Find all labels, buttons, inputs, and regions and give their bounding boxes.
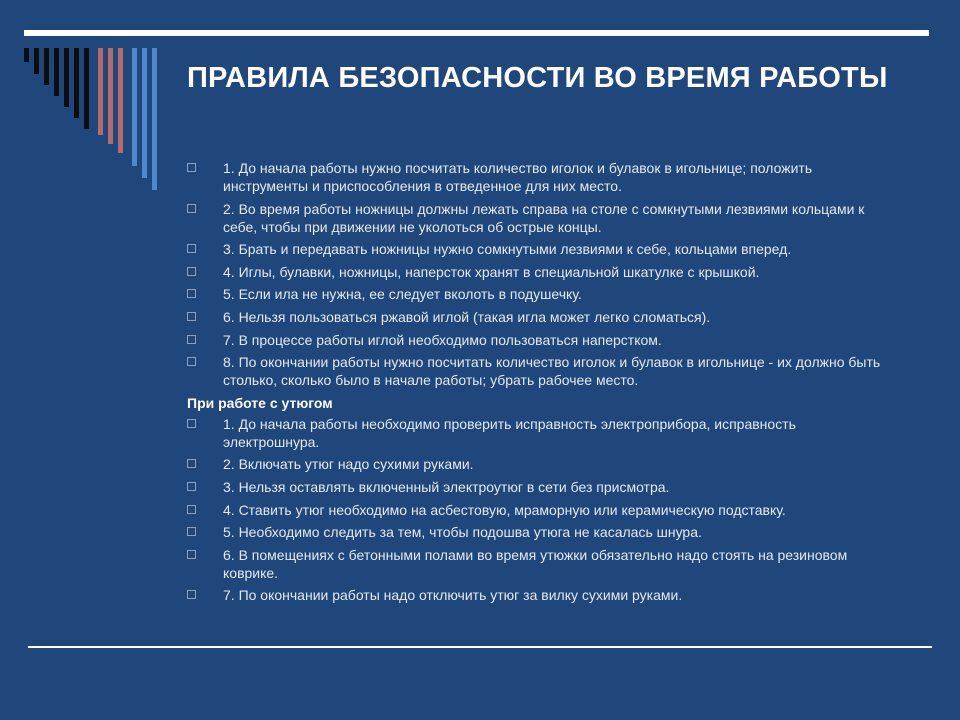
list-item-text: 4. Ставить утюг необходимо на асбестовую, мраморную или керамическую подставку.: [223, 501, 786, 518]
list-item: [187, 478, 887, 496]
square-bullet-icon: [187, 204, 196, 213]
square-bullet-icon: [187, 482, 196, 491]
stripe-black-6: [74, 48, 79, 118]
content-area: [187, 159, 887, 609]
list-item: [187, 200, 887, 236]
square-bullet-icon: [187, 163, 196, 172]
square-bullet-icon: [187, 289, 196, 298]
slide-title: ПРАВИЛА БЕЗОПАСНОСТИ ВО ВРЕМЯ РАБОТЫ: [187, 62, 888, 94]
square-bullet-icon: [187, 550, 196, 559]
stripe-blue-1: [132, 48, 137, 166]
stripe-red-2: [108, 48, 113, 144]
list-item-text: 8. По окончании работы нужно посчитать количество иголок и булавок в игольнице - их должно быть столько, сколько было в начале работы; убрать рабочее место.: [223, 354, 881, 389]
stripe-black-2: [34, 48, 39, 74]
list-item: [187, 263, 887, 281]
square-bullet-icon: [187, 505, 196, 514]
stripe-black-3: [44, 48, 49, 85]
list-item: [187, 285, 887, 303]
list-item: [187, 501, 887, 519]
list-item: [187, 331, 887, 349]
list-item: [187, 159, 887, 195]
list-item-text: 1. До начала работы необходимо проверить исправность электроприбора, исправность электрошнура.: [223, 415, 796, 450]
square-bullet-icon: [187, 335, 196, 344]
list-item: [187, 586, 887, 604]
top-rule-line: [24, 30, 929, 36]
square-bullet-icon: [187, 244, 196, 253]
list-item-text: 5. Необходимо следить за тем, чтобы подошва утюга не касалась шнура.: [223, 524, 702, 541]
needlework-rules-list: [187, 159, 887, 389]
list-item: [187, 455, 887, 473]
stripe-black-4: [54, 48, 59, 96]
list-item-text: 1. До начала работы нужно посчитать количество иголок и булавок в игольнице; положить инструменты и приспособления в отведенное для них место.: [223, 160, 813, 194]
list-item: [187, 523, 887, 541]
list-item: [187, 240, 887, 258]
list-item-text: 2. Включать утюг надо сухими руками.: [223, 456, 474, 473]
list-item-text: 3. Нельзя оставлять включенный электроутюг в сети без присмотра.: [223, 478, 670, 495]
stripe-black-5: [64, 48, 69, 107]
iron-section-heading: При работе с утюгом: [187, 394, 333, 411]
list-item: [187, 415, 887, 451]
list-item-text: 4. Иглы, булавки, ножницы, наперсток хранят в специальной шкатулке с крышкой.: [223, 263, 760, 280]
list-item: [187, 353, 887, 389]
square-bullet-icon: [187, 527, 196, 536]
list-item: [187, 308, 887, 326]
bottom-rule-line: [28, 646, 932, 648]
square-bullet-icon: [187, 312, 196, 321]
stripe-blue-2: [142, 48, 147, 178]
stripe-black-1: [24, 48, 29, 62]
square-bullet-icon: [187, 459, 196, 468]
square-bullet-icon: [187, 267, 196, 276]
square-bullet-icon: [187, 419, 196, 428]
list-item-text: 7. В процессе работы иглой необходимо пользоваться наперстком.: [223, 331, 662, 348]
iron-rules-list: [187, 415, 887, 605]
stripe-black-7: [84, 48, 89, 129]
list-item: [187, 546, 887, 582]
list-item-text: 5. Если ила не нужна, ее следует вколоть в подушечку.: [223, 286, 582, 303]
list-item-text: 7. По окончании работы надо отключить утюг за вилку сухими руками.: [223, 587, 683, 604]
square-bullet-icon: [187, 590, 196, 599]
stripe-red-1: [98, 48, 103, 135]
list-item-text: 3. Брать и передавать ножницы нужно сомкнутыми лезвиями к себе, кольцами вперед.: [223, 241, 792, 258]
stripe-blue-3: [152, 48, 157, 190]
list-item-text: 6. В помещениях с бетонными полами во время утюжки обязательно надо стоять на резиновом коврике.: [223, 546, 848, 581]
list-item-text: 6. Нельзя пользоваться ржавой иглой (такая игла может легко сломаться).: [223, 308, 711, 325]
list-item-text: 2. Во время работы ножницы должны лежать справа на столе с сомкнутыми лезвиями кольцами к себе, чтобы при движении не уколоться об острые концы.: [223, 200, 865, 235]
stripe-red-3: [118, 48, 123, 153]
square-bullet-icon: [187, 357, 196, 366]
